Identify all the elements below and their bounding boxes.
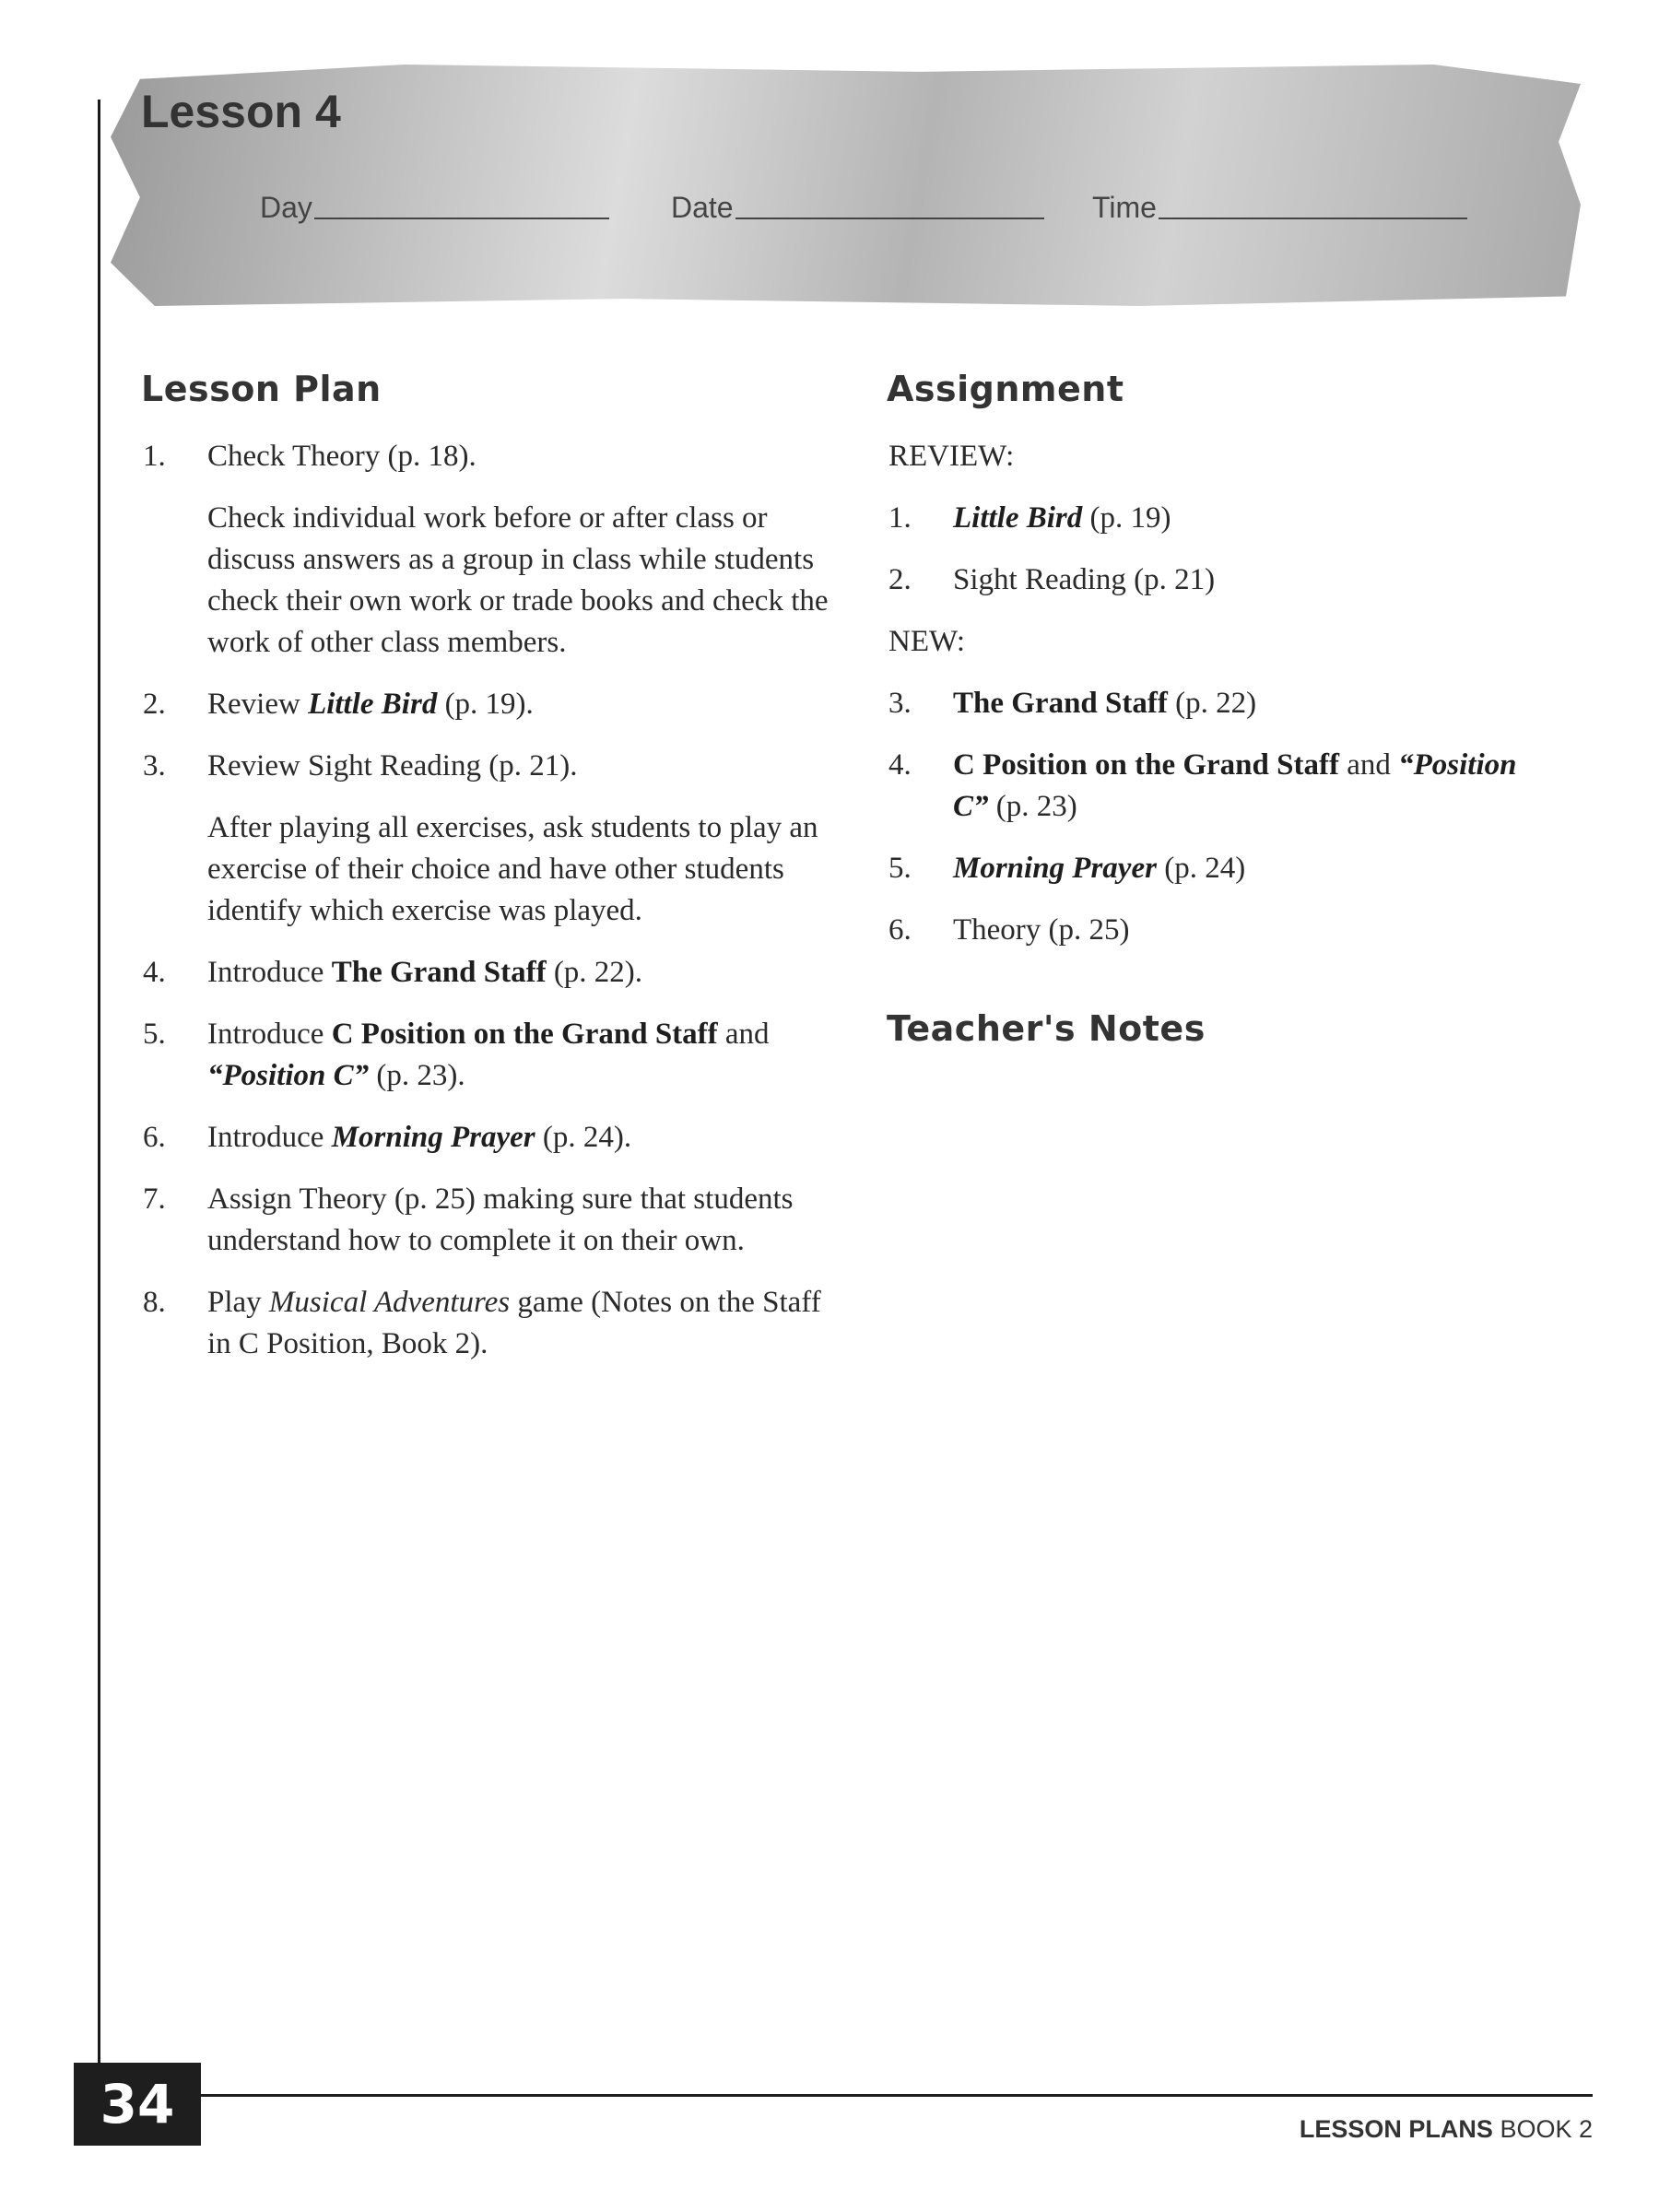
assignment-heading: Assignment (887, 369, 1124, 409)
item-text: Sight Reading (p. 21) (953, 563, 1216, 596)
list-item (143, 952, 843, 994)
item-text: game (Notes on the Staff in C Position, Book 2). (207, 1286, 821, 1360)
song-title: Morning Prayer (953, 852, 1157, 885)
item-number: 3. (888, 687, 912, 720)
item-number: 2. (143, 688, 166, 721)
footer-series (1300, 2115, 1593, 2144)
topic-title: The Grand Staff (331, 956, 547, 989)
item-text: and (717, 1018, 770, 1051)
item-text: and (1338, 748, 1399, 782)
item-number: 1. (143, 440, 166, 473)
item-number: 3. (143, 749, 166, 782)
list-item (143, 436, 843, 477)
lesson-title: Lesson 4 (141, 86, 341, 137)
date-label: Date (671, 191, 734, 224)
page-number: 34 (74, 2063, 201, 2146)
item-number: 1. (888, 501, 912, 535)
item-page-ref: (p. 22) (1167, 687, 1257, 720)
item-text: Review Sight Reading (p. 21). (207, 749, 578, 782)
list-item (888, 910, 1552, 951)
item-page-ref: (p. 22). (546, 956, 643, 989)
list-item (143, 1117, 843, 1159)
assignment-list (888, 436, 1552, 971)
game-title: Musical Adventures (268, 1286, 511, 1319)
item-number: 6. (143, 1121, 166, 1154)
song-title: Little Bird (308, 688, 438, 721)
item-text: Introduce (207, 1018, 332, 1051)
item-number: 7. (143, 1182, 166, 1216)
song-title: Little Bird (953, 501, 1083, 535)
list-item (888, 559, 1552, 601)
topic-title: The Grand Staff (953, 687, 1168, 720)
time-label: Time (1092, 191, 1157, 224)
instruction-note: After playing all exercises, ask students to play an exercise of their choice and have other students identify which exercise was played. (207, 811, 818, 927)
song-title: Morning Prayer (331, 1121, 535, 1154)
item-number: 5. (143, 1018, 166, 1051)
book-label: BOOK 2 (1500, 2115, 1593, 2143)
footer-rule (201, 2094, 1593, 2097)
song-title: “Position C” (953, 748, 1517, 823)
item-number: 4. (143, 956, 166, 989)
series-label: LESSON PLANS (1299, 2115, 1493, 2143)
item-page-ref: (p. 23) (988, 790, 1077, 823)
instruction-note: Check individual work before or after class or discuss answers as a group in class while students check their own work or trade books and check the work of other class members. (207, 501, 829, 659)
item-text: Check Theory (p. 18). (207, 440, 477, 473)
day-label: Day (260, 191, 312, 224)
new-label: NEW: (888, 625, 966, 658)
item-number: 8. (143, 1286, 166, 1319)
lesson-plan-list (143, 436, 843, 1385)
time-blank-line[interactable] (1159, 218, 1467, 219)
list-item (888, 848, 1552, 889)
item-text: Play (207, 1286, 269, 1319)
list-item (143, 1179, 843, 1262)
song-title: “Position C” (207, 1059, 370, 1092)
item-text: Theory (p. 25) (953, 913, 1130, 947)
day-blank-line[interactable] (314, 218, 609, 219)
list-item (888, 683, 1552, 724)
item-number: 4. (888, 748, 912, 782)
date-field[interactable] (671, 191, 1044, 225)
list-item (888, 745, 1552, 828)
day-field[interactable] (260, 191, 609, 225)
teachers-notes-heading: Teacher's Notes (887, 1008, 1206, 1049)
list-item (143, 746, 843, 787)
item-number: 2. (888, 563, 912, 596)
list-item (888, 498, 1552, 539)
item-number: 6. (888, 913, 912, 947)
item-page-ref: (p. 24) (1156, 852, 1246, 885)
left-margin-rule (98, 100, 100, 2063)
time-field[interactable] (1092, 191, 1467, 225)
item-page-ref: (p. 23). (369, 1059, 465, 1092)
review-label: REVIEW: (888, 440, 1015, 473)
item-page-ref: (p. 19) (1082, 501, 1171, 535)
list-item (143, 1014, 843, 1097)
item-text: Review (207, 688, 309, 721)
list-item (143, 1282, 843, 1365)
item-number: 5. (888, 852, 912, 885)
date-blank-line[interactable] (735, 218, 1044, 219)
lesson-plan-heading: Lesson Plan (141, 369, 382, 409)
topic-title: C Position on the Grand Staff (331, 1018, 718, 1051)
item-text: Introduce (207, 956, 332, 989)
list-item (143, 684, 843, 725)
item-text: Assign Theory (p. 25) making sure that students understand how to complete it on their own. (207, 1182, 794, 1257)
item-page-ref: (p. 24). (535, 1121, 632, 1154)
topic-title: C Position on the Grand Staff (953, 748, 1339, 782)
item-page-ref: (p. 19). (437, 688, 534, 721)
item-text: Introduce (207, 1121, 332, 1154)
